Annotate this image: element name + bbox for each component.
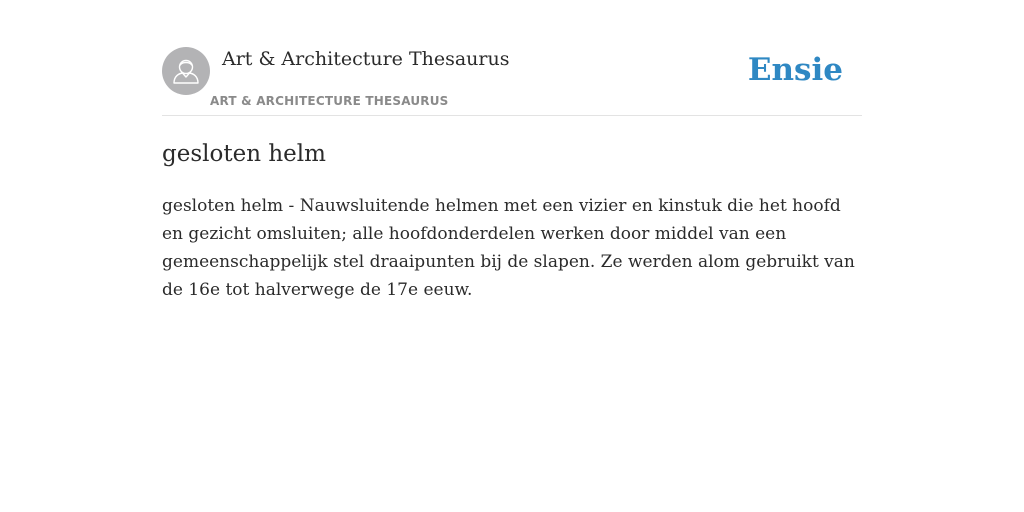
- avatar[interactable]: [162, 47, 210, 95]
- article-body: gesloten helm - Nauwsluitende helmen met een vizier en kinstuk die het hoofd en gezicht omsluiten; alle hoofdonderdelen werken door middel van een gemeenschappelijk stel draaipunten bij de slapen. Ze werden alom gebruikt van de 16e tot halverwege de 17e eeuw.: [162, 196, 855, 300]
- user-silhouette-icon: [162, 47, 210, 95]
- header: [162, 47, 862, 116]
- author-subtitle: ART & ARCHITECTURE THESAURUS: [210, 94, 449, 108]
- ensie-logo[interactable]: Ensie: [747, 52, 843, 88]
- page-title: gesloten helm: [162, 141, 326, 167]
- author-name-link[interactable]: Art & Architecture Thesaurus: [222, 48, 510, 70]
